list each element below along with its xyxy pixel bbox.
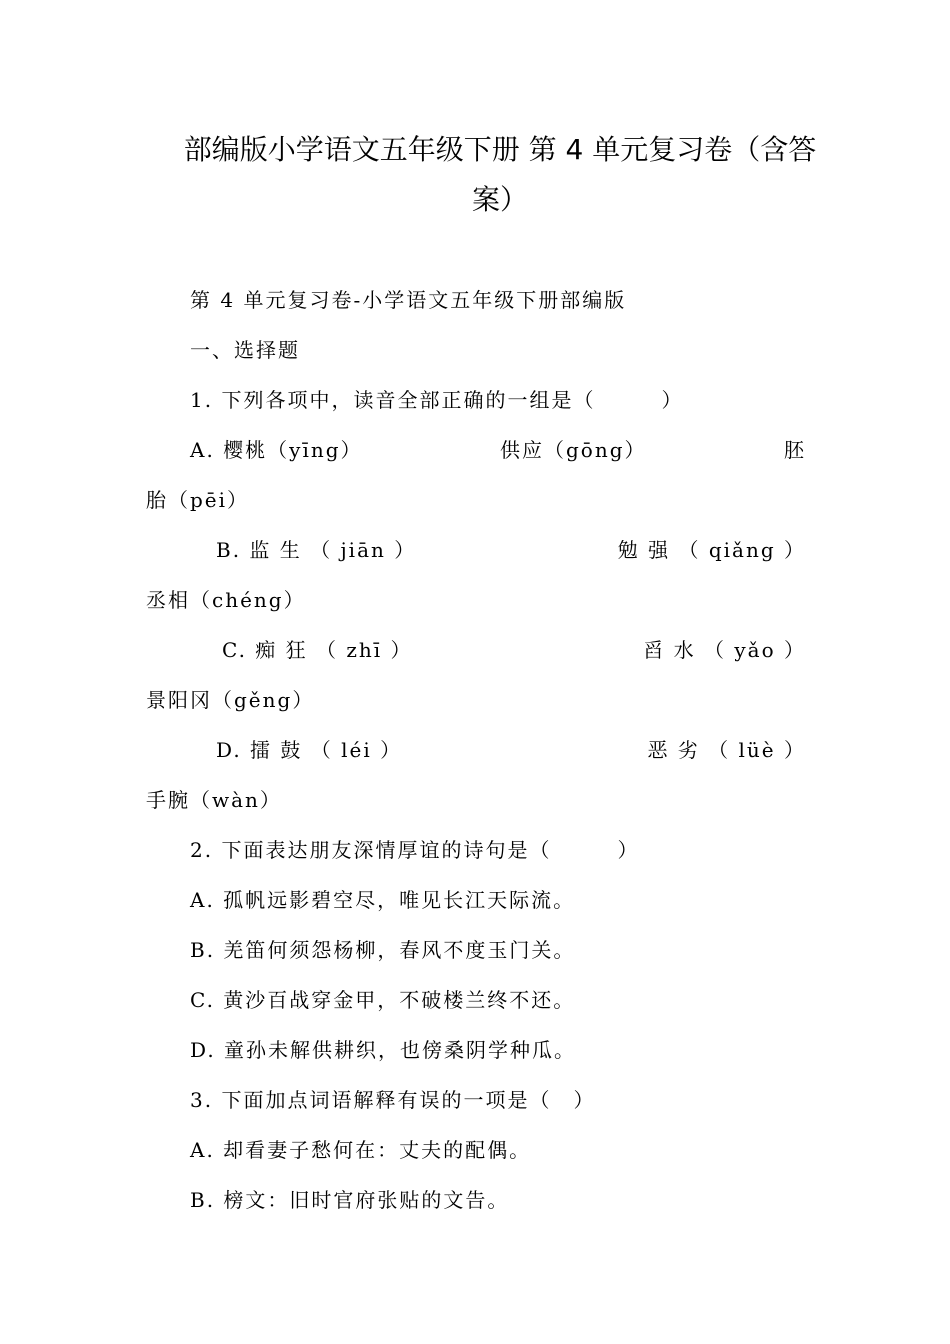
option-b-item-3: 丞相（chéng） [146, 588, 306, 612]
question-2-option-c: C. 黄沙百战穿金甲，不破楼兰终不还。 [190, 988, 576, 1012]
option-d-item-3: 手腕（wàn） [146, 788, 282, 812]
option-c-item-1: C. 痴 狂 （ zhī ） [222, 638, 413, 662]
document-title-line-2: 案） [471, 183, 528, 216]
option-d-item-1: D. 擂 鼓 （ léi ） [216, 738, 403, 762]
option-a-item-1: A. 樱桃（yīng） [190, 438, 363, 462]
question-2-stem: 2. 下面表达朋友深情厚谊的诗句是（ ） [190, 838, 640, 862]
question-2-option-b: B. 羌笛何须怨杨柳，春风不度玉门关。 [190, 938, 576, 962]
option-d-item-2: 恶 劣 （ lüè ） [647, 738, 806, 762]
question-3-stem: 3. 下面加点词语解释有误的一项是（ ） [190, 1088, 596, 1112]
question-1-stem: 1. 下列各项中，读音全部正确的一组是（ ） [190, 388, 684, 412]
option-b-item-2: 勉 强 （ qiǎng ） [617, 538, 806, 562]
option-c-item-3: 景阳冈（gěng） [146, 688, 315, 712]
option-a-item-3-start: 胚 [783, 438, 806, 462]
option-c-item-2: 舀 水 （ yǎo ） [643, 638, 806, 662]
question-1-option-c [222, 635, 806, 665]
section-heading: 一、选择题 [190, 338, 300, 362]
option-b-item-1: B. 监 生 （ jiān ） [216, 538, 417, 562]
subtitle: 第 4 单元复习卷-小学语文五年级下册部编版 [190, 288, 627, 312]
question-1-option-d [216, 735, 806, 765]
question-2-option-d: D. 童孙未解供耕织，也傍桑阴学种瓜。 [190, 1038, 577, 1062]
option-a-item-2: 供应（gōng） [500, 438, 647, 462]
document-title-line-1: 部编版小学语文五年级下册 第 4 单元复习卷（含答 [183, 133, 817, 166]
question-1-option-b [216, 535, 806, 565]
question-2-option-a: A. 孤帆远影碧空尽，唯见长江天际流。 [190, 888, 576, 912]
option-a-item-3-end: 胎（pēi） [146, 488, 250, 512]
question-1-option-a [190, 435, 806, 465]
question-3-option-b: B. 榜文：旧时官府张贴的文告。 [190, 1188, 510, 1212]
question-3-option-a: A. 却看妻子愁何在：丈夫的配偶。 [190, 1138, 532, 1162]
